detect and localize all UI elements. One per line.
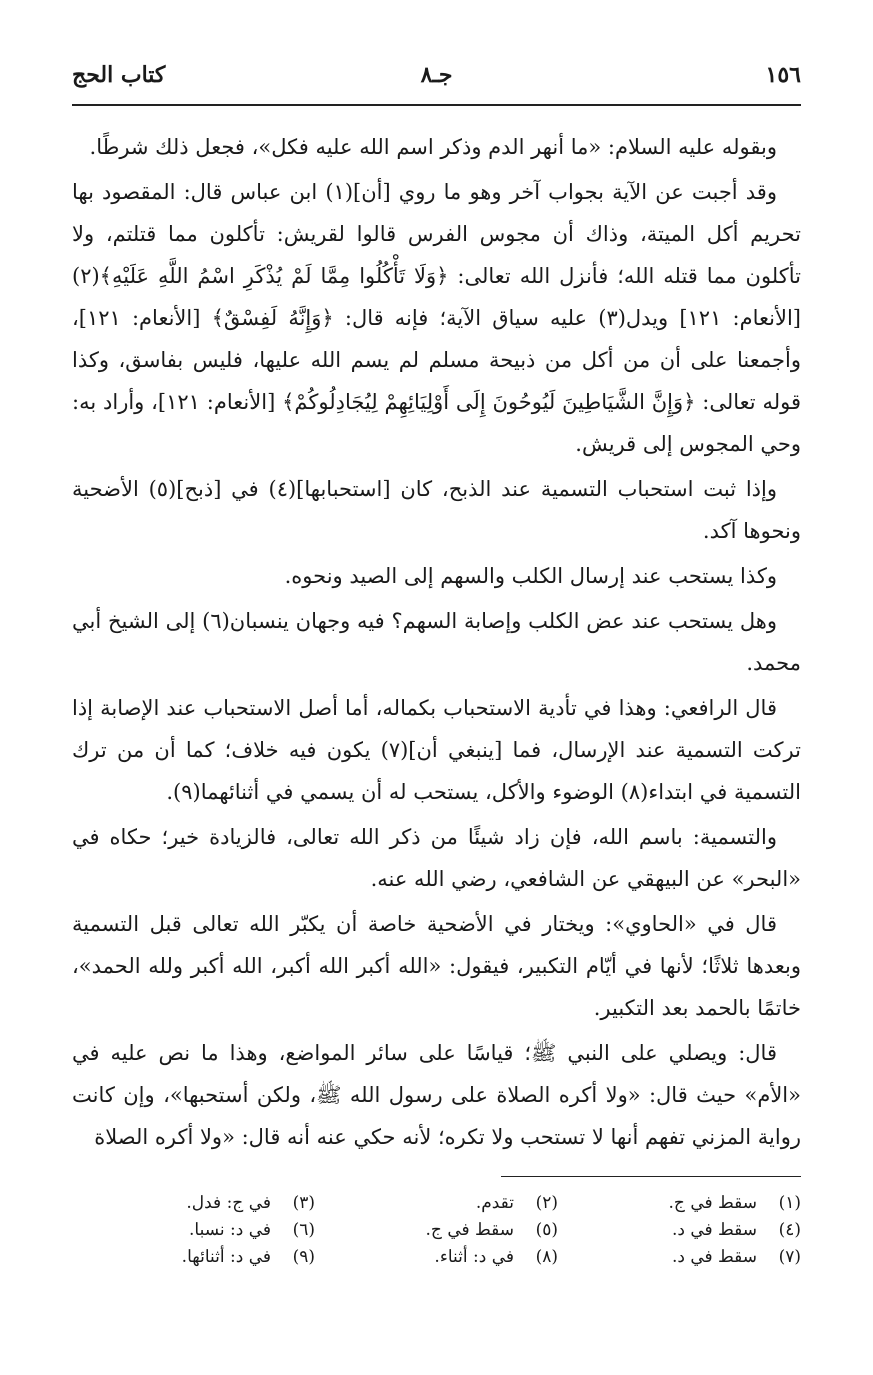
footnote-text: في د: أثنائها.	[181, 1247, 271, 1267]
footnote-text: تقدم.	[475, 1193, 514, 1213]
footnote-text: في د: نسبا.	[188, 1220, 271, 1240]
paragraph: وإذا ثبت استحباب التسمية عند الذبح، كان [استحبابها](٤) في [ذبح](٥) الأضحية ونحوها آكد.	[72, 477, 801, 543]
main-text	[72, 126, 801, 1161]
paragraph: وهل يستحب عند عض الكلب وإصابة السهم؟ فيه وجهان ينسبان(٦) إلى الشيخ أبي محمد.	[72, 609, 801, 675]
paragraph: وبقوله عليه السلام: «ما أنهر الدم وذكر اسم الله عليه فكل»، فجعل ذلك شرطًا.	[89, 135, 777, 159]
footnote-number: (٢)	[535, 1193, 558, 1213]
paragraph: قال الرافعي: وهذا في تأدية الاستحباب بكماله، أما أصل الاستحباب عند الإصابة إذا تركت التسمية عند الإرسال، فما [ينبغي أن](٧) يكون فيه خلاف؛ كما أن من ترك التسمية في ابتداء(٨) الوضوء والأكل، يستحب له أن يسمي في أثنائهما(٩).	[72, 696, 801, 804]
footnote-number: (٧)	[778, 1247, 801, 1267]
paragraph: وكذا يستحب عند إرسال الكلب والسهم إلى الصيد ونحوه.	[284, 564, 777, 588]
footnote	[72, 1217, 315, 1244]
paragraph: قال: ويصلي على النبي ﷺ؛ قياسًا على سائر المواضع، وهذا ما نص عليه في «الأم» حيث قال: «ولا أكره الصلاة على رسول الله ﷺ، ولكن أستحبها»، وإن كانت رواية المزني تفهم أنها لا تستحب ولا تكره؛ لأنه حكي عنه أنه قال: «ولا أكره الصلاة	[72, 1041, 801, 1149]
footnotes	[72, 1190, 801, 1271]
footnote-number: (٣)	[292, 1193, 315, 1213]
footnote-text: سقط في ج.	[425, 1220, 514, 1240]
paragraph: والتسمية: باسم الله، فإن زاد شيئًا من ذكر الله تعالى، فالزيادة خير؛ حكاه في «البحر» عن البيهقي عن الشافعي، رضي الله عنه.	[72, 825, 801, 891]
footnote-text: سقط في ج.	[668, 1193, 757, 1213]
header-divider	[72, 104, 801, 106]
footnote-number: (٨)	[535, 1247, 558, 1267]
footnote-divider	[501, 1176, 801, 1177]
book-title: كتاب الحج	[72, 62, 166, 88]
footnote-text: سقط في د.	[671, 1220, 757, 1240]
paragraph: وقد أجبت عن الآية بجواب آخر وهو ما روي [أن](١) ابن عباس قال: المقصود بها تحريم أكل الميتة، وذاك أن مجوس الفرس قالوا لقريش: تأكلون مما قتلتم، ولا تأكلون مما قتله الله؛ فأنزل الله تعالى: ﴿وَلَا تَأْكُلُوا مِمَّا لَمْ يُذْكَرِ اسْمُ اللَّهِ عَلَيْهِ﴾(٢) [الأنعام: ١٢١] ويدل(٣) عليه سياق الآية؛ فإنه قال: ﴿وَإِنَّهُ لَفِسْقٌ﴾ [الأنعام: ١٢١]، وأجمعنا على أن من أكل من ذبيحة مسلم لم يسم الله عليها، فليس بفاسق، وكذا قوله تعالى: ﴿وَإِنَّ الشَّيَاطِينَ لَيُوحُونَ إِلَى أَوْلِيَائِهِمْ لِيُجَادِلُوكُمْ﴾ [الأنعام: ١٢١]، وأراد به: وحي المجوس إلى قريش.	[72, 180, 801, 456]
footnote-number: (٩)	[292, 1247, 315, 1267]
footnote-number: (٤)	[778, 1220, 801, 1240]
paragraph: قال في «الحاوي»: ويختار في الأضحية خاصة أن يكبّر الله تعالى قبل التسمية وبعدها ثلاثًا؛ لأنها في أيّام التكبير، فيقول: «الله أكبر الله أكبر، الله أكبر ولله الحمد»، خاتمًا بالحمد بعد التكبير.	[72, 912, 801, 1020]
footnote	[315, 1217, 558, 1244]
footnote-number: (٥)	[535, 1220, 558, 1240]
footnote	[315, 1244, 558, 1271]
footnote-text: في د: أثناء.	[434, 1247, 514, 1267]
footnote-number: (٦)	[292, 1220, 315, 1240]
footnote	[72, 1190, 315, 1217]
footnote	[558, 1217, 801, 1244]
footnote	[558, 1244, 801, 1271]
footnote-text: في ج: فدل.	[186, 1193, 271, 1213]
footnote	[72, 1244, 315, 1271]
page-number: ١٥٦	[765, 62, 801, 88]
footnote	[558, 1190, 801, 1217]
footnote-text: سقط في د.	[671, 1247, 757, 1267]
footnote	[315, 1190, 558, 1217]
page-header	[72, 62, 801, 102]
footnote-number: (١)	[778, 1193, 801, 1213]
volume-label: جـ٨	[420, 62, 453, 88]
